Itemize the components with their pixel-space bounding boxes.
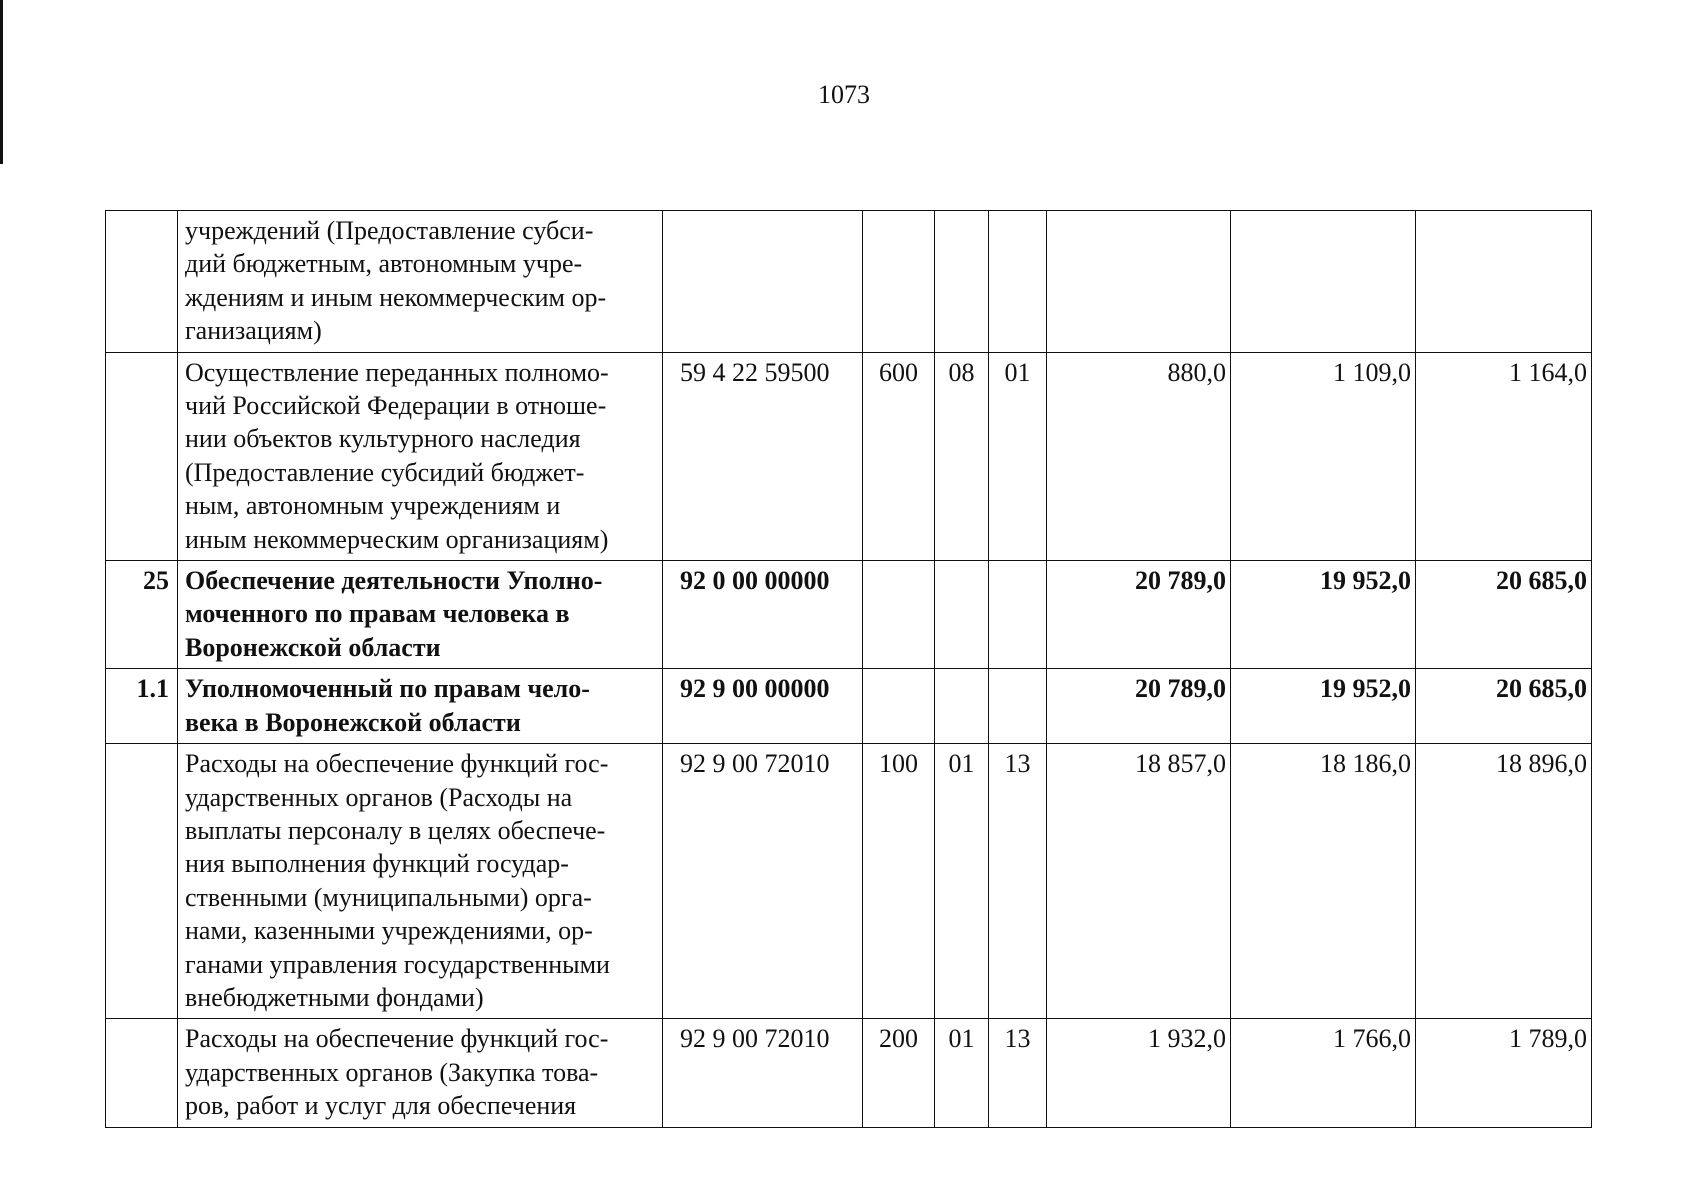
name-line: внебюджетными фондами): [185, 982, 484, 1012]
row-number-cell: 1.1: [106, 669, 178, 744]
table-row: [106, 352, 1592, 560]
section-cell: 01: [935, 744, 989, 1019]
target-article-code-cell: 92 9 00 00000: [663, 669, 863, 744]
target-article-code-cell: 92 9 00 72010: [663, 1019, 863, 1127]
amount-cell-3: 20 685,0: [1416, 669, 1592, 744]
name-line: моченного по правам человека в: [185, 599, 570, 629]
table-row: [106, 211, 1592, 353]
name-line: (Предоставление субсидий бюджет-: [185, 457, 585, 487]
target-article-code-cell: 59 4 22 59500: [663, 352, 863, 560]
name-line: ганизациям): [185, 316, 322, 346]
name-line: иным некоммерческим организациям): [185, 524, 609, 554]
name-line: Расходы на обеспечение функций гос-: [185, 749, 609, 779]
section-cell: 08: [935, 352, 989, 560]
name-line: нами, казенными учреждениями, ор-: [185, 916, 593, 946]
name-line: Обеспечение деятельности Уполно-: [185, 566, 603, 596]
section-cell: [935, 211, 989, 353]
name-line: Расходы на обеспечение функций гос-: [185, 1024, 609, 1054]
expense-type-cell: [863, 211, 935, 353]
row-name-cell: [178, 669, 663, 744]
subsection-cell: [989, 669, 1047, 744]
amount-cell-3: [1416, 211, 1592, 353]
name-line: ров, работ и услуг для обеспечения: [185, 1091, 577, 1121]
amount-cell-1: 20 789,0: [1047, 561, 1231, 669]
subsection-cell: [989, 211, 1047, 353]
row-number-cell: [106, 1019, 178, 1127]
name-line: учреждений (Предоставление субси-: [185, 216, 594, 245]
amount-cell-2: 1 766,0: [1231, 1019, 1416, 1127]
expense-type-cell: 200: [863, 1019, 935, 1127]
row-number-cell: 25: [106, 561, 178, 669]
amount-cell-1: [1047, 211, 1231, 353]
amount-cell-1: 20 789,0: [1047, 669, 1231, 744]
row-number-cell: [106, 352, 178, 560]
table-row: [106, 1019, 1592, 1127]
section-cell: 01: [935, 1019, 989, 1127]
expense-type-cell: [863, 561, 935, 669]
name-line: ждениям и иным некоммерческим ор-: [185, 282, 607, 312]
name-line: Уполномоченный по правам чело-: [185, 674, 590, 704]
amount-cell-3: 1 789,0: [1416, 1019, 1592, 1127]
name-line: ганами управления государственными: [185, 949, 610, 979]
row-name-cell: [178, 561, 663, 669]
amount-cell-1: 1 932,0: [1047, 1019, 1231, 1127]
amount-cell-2: 18 186,0: [1231, 744, 1416, 1019]
expense-type-cell: 100: [863, 744, 935, 1019]
page-number: 1073: [818, 80, 870, 109]
name-line: Осуществление переданных полномо-: [185, 357, 609, 387]
amount-cell-2: [1231, 211, 1416, 353]
table-row: [106, 744, 1592, 1019]
subsection-cell: [989, 561, 1047, 669]
name-line: ния выполнения функций государ-: [185, 849, 569, 879]
target-article-code-cell: [663, 211, 863, 353]
amount-cell-3: 1 164,0: [1416, 352, 1592, 560]
section-cell: [935, 561, 989, 669]
expense-type-cell: [863, 669, 935, 744]
amount-cell-3: 20 685,0: [1416, 561, 1592, 669]
subsection-cell: 01: [989, 352, 1047, 560]
amount-cell-1: 880,0: [1047, 352, 1231, 560]
expense-type-cell: 600: [863, 352, 935, 560]
amount-cell-2: 19 952,0: [1231, 561, 1416, 669]
subsection-cell: 13: [989, 1019, 1047, 1127]
target-article-code-cell: 92 9 00 72010: [663, 744, 863, 1019]
row-name-cell: [178, 352, 663, 560]
name-line: дий бюджетным, автономным учре-: [185, 249, 583, 279]
name-line: выплаты персоналу в целях обеспече-: [185, 815, 606, 845]
name-line: века в Воронежской области: [185, 707, 521, 737]
name-line: нии объектов культурного наследия: [185, 424, 581, 454]
table-body: [106, 211, 1592, 1128]
amount-cell-3: 18 896,0: [1416, 744, 1592, 1019]
name-line: ным, автономным учреждениям и: [185, 491, 561, 521]
name-line: ударственных органов (Расходы на: [185, 782, 573, 812]
target-article-code-cell: 92 0 00 00000: [663, 561, 863, 669]
amount-cell-1: 18 857,0: [1047, 744, 1231, 1019]
name-line: ственными (муниципальными) орга-: [185, 882, 592, 912]
row-name-cell: [178, 1019, 663, 1127]
row-number-cell: [106, 744, 178, 1019]
table-row: [106, 561, 1592, 669]
table-row: [106, 669, 1592, 744]
name-line: Воронежской области: [185, 632, 441, 662]
budget-table: [105, 210, 1592, 1128]
amount-cell-2: 19 952,0: [1231, 669, 1416, 744]
subsection-cell: 13: [989, 744, 1047, 1019]
row-name-cell: [178, 744, 663, 1019]
row-name-cell: [178, 211, 663, 353]
section-cell: [935, 669, 989, 744]
amount-cell-2: 1 109,0: [1231, 352, 1416, 560]
row-number-cell: [106, 211, 178, 353]
name-line: чий Российской Федерации в отноше-: [185, 391, 607, 421]
name-line: ударственных органов (Закупка това-: [185, 1057, 599, 1087]
